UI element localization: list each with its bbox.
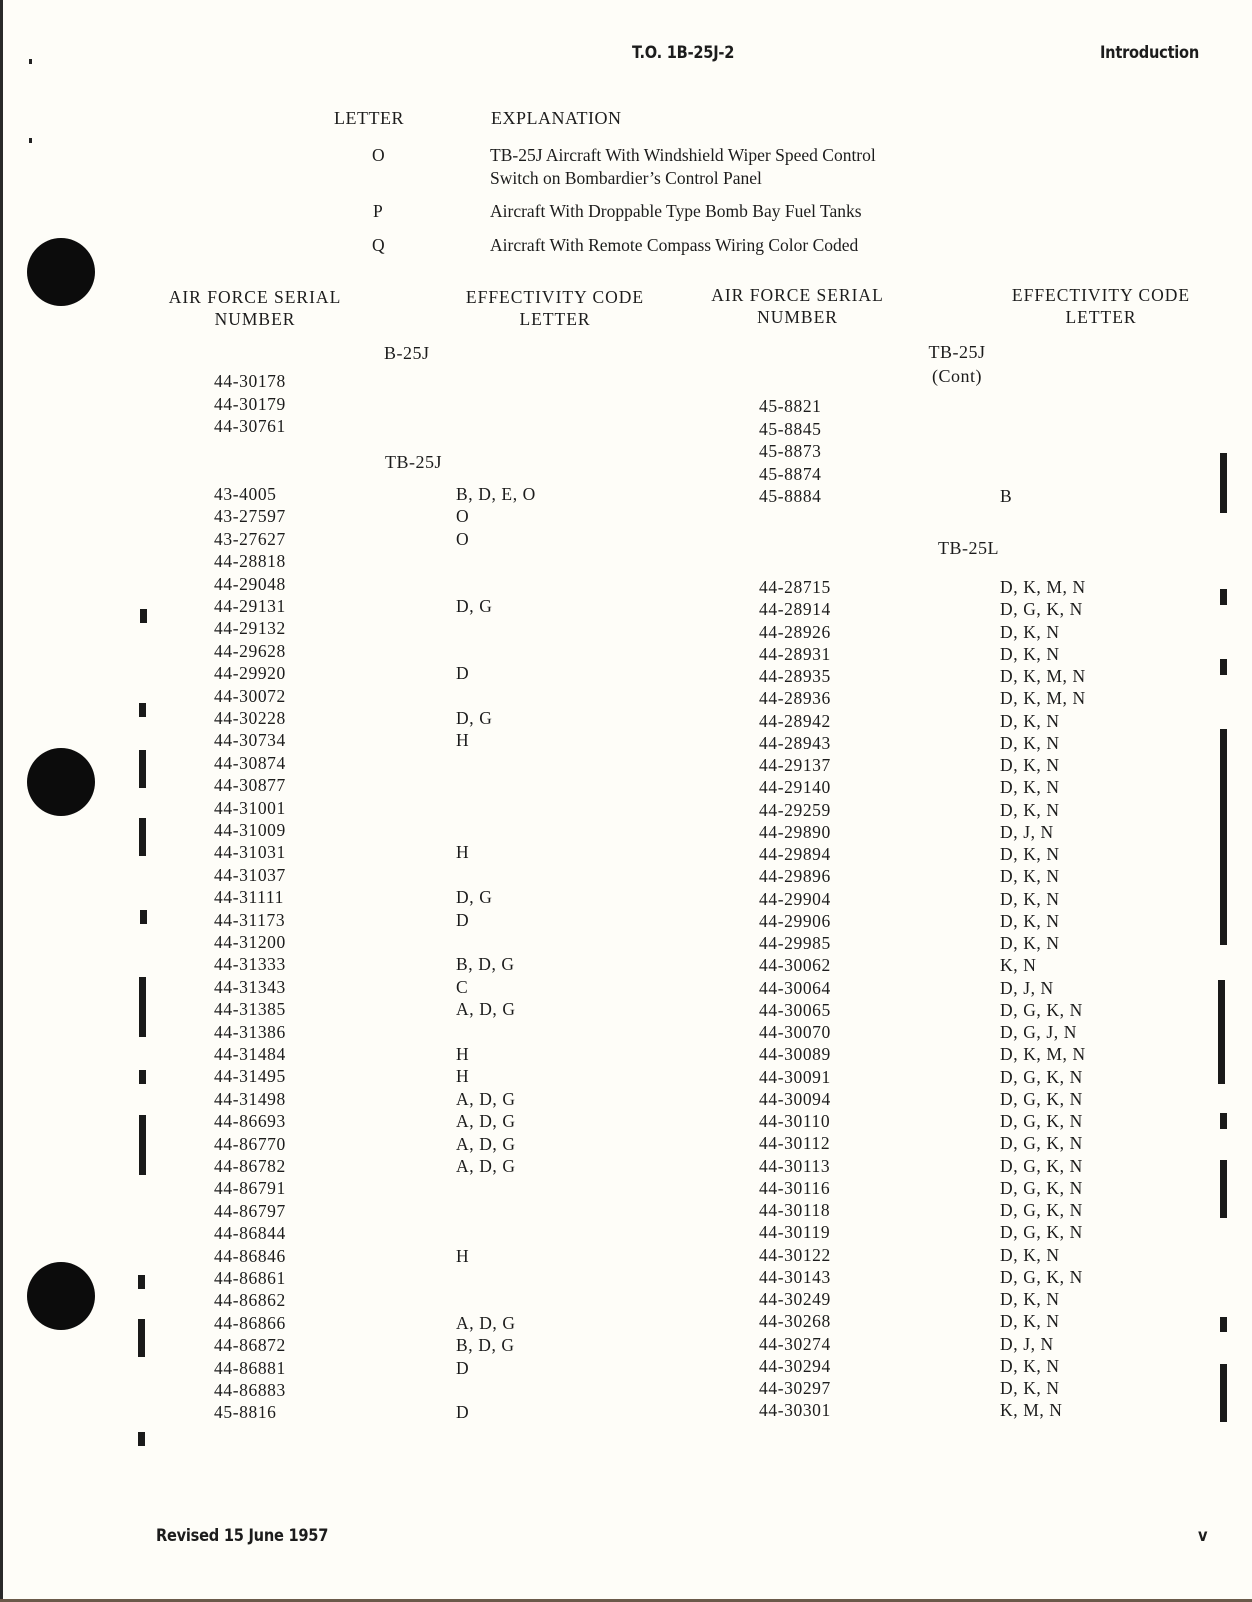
table-row xyxy=(759,977,1159,999)
serial-number: 44-29985 xyxy=(759,933,831,953)
effectivity-codes: B, D, E, O xyxy=(456,484,536,504)
effectivity-codes: D, G, K, N xyxy=(1000,1200,1083,1220)
table-row xyxy=(214,976,614,998)
change-bar xyxy=(1220,1113,1227,1129)
effectivity-codes: D xyxy=(456,909,470,930)
table-row xyxy=(214,685,614,707)
table-row xyxy=(214,1110,614,1132)
effectivity-codes: D, K, N xyxy=(1000,1311,1060,1332)
effectivity-codes: D, K, N xyxy=(1000,933,1060,953)
effectivity-codes: D, K, M, N xyxy=(1000,666,1086,686)
explanation-letter: O xyxy=(372,145,385,165)
serial-number: 44-29894 xyxy=(759,844,831,864)
table-row xyxy=(759,999,1159,1021)
serial-number: 44-30119 xyxy=(759,1222,831,1243)
effectivity-codes: D, J, N xyxy=(1000,1333,1054,1354)
table-row xyxy=(214,886,614,908)
table-row xyxy=(759,1221,1159,1243)
serial-number: 44-30178 xyxy=(214,371,286,391)
explanation-text: Aircraft With Droppable Type Bomb Bay Fuel Tanks xyxy=(490,201,862,221)
effectivity-codes: D, J, N xyxy=(1000,977,1054,998)
change-bar xyxy=(1220,1317,1227,1332)
serial-number: 44-28931 xyxy=(759,643,831,664)
change-bar xyxy=(140,910,147,924)
effectivity-codes: O xyxy=(456,506,470,527)
change-bar xyxy=(139,750,146,788)
table-row xyxy=(759,1088,1159,1110)
serial-number: 44-86862 xyxy=(214,1290,286,1311)
table-row xyxy=(759,1110,1159,1132)
header-line: NUMBER xyxy=(214,309,296,329)
page-edge xyxy=(0,0,3,1602)
serial-number: 44-86782 xyxy=(214,1156,286,1176)
serial-number: 44-30179 xyxy=(214,393,286,414)
table-row xyxy=(759,821,1159,843)
serial-number: 44-28936 xyxy=(759,688,831,709)
letter-heading: LETTER xyxy=(334,108,404,128)
serial-number: 44-30228 xyxy=(214,708,286,728)
effectivity-codes: D, K, N xyxy=(1000,1378,1060,1398)
change-bar xyxy=(1220,1364,1227,1422)
table-row xyxy=(214,1065,614,1087)
table-row xyxy=(759,1310,1159,1332)
effectivity-codes: D, K, N xyxy=(1000,1289,1060,1309)
change-bar xyxy=(139,1115,146,1175)
page-number: v xyxy=(1198,1526,1208,1546)
table-row xyxy=(214,819,614,841)
effectivity-codes: D, G, K, N xyxy=(1000,1066,1083,1087)
effectivity-codes: D, K, N xyxy=(1000,910,1060,931)
serial-number: 44-30062 xyxy=(759,955,831,976)
change-bar xyxy=(1218,980,1225,1084)
section-title: Introduction xyxy=(1100,43,1199,63)
effectivity-codes: K, N xyxy=(1000,955,1037,976)
table-row xyxy=(759,1132,1159,1154)
serial-number: 44-30065 xyxy=(759,999,831,1020)
explanation-text: TB-25J Aircraft With Windshield Wiper Speed Control xyxy=(490,145,876,165)
effectivity-codes: D, K, N xyxy=(1000,888,1060,909)
serial-number: 44-30110 xyxy=(759,1111,831,1131)
explanation-heading: EXPLANATION xyxy=(491,108,622,128)
effectivity-codes: H xyxy=(456,1066,470,1087)
effectivity-codes: D, G, K, N xyxy=(1000,1088,1083,1109)
table-row xyxy=(214,370,614,392)
header-line: EFFECTIVITY CODE xyxy=(465,287,645,307)
serial-number: 44-29906 xyxy=(759,910,831,931)
table-row xyxy=(759,1177,1159,1199)
table-row xyxy=(214,550,614,572)
table-row xyxy=(759,1266,1159,1288)
table-row xyxy=(759,463,1159,485)
change-bar xyxy=(1220,589,1227,605)
effectivity-codes: B, D, G xyxy=(456,954,515,975)
model-name: TB-25J xyxy=(928,342,986,362)
serial-number: 44-30143 xyxy=(759,1266,831,1287)
serial-number: 45-8821 xyxy=(759,396,822,416)
change-bar xyxy=(1220,729,1227,945)
explanation-letter: P xyxy=(373,201,383,221)
serial-number: 44-31009 xyxy=(214,820,286,840)
serial-number: 44-30249 xyxy=(759,1289,831,1309)
serial-number: 44-86791 xyxy=(214,1178,286,1199)
serial-number: 43-27597 xyxy=(214,506,286,527)
effectivity-codes: B, D, G xyxy=(456,1335,515,1356)
table-row xyxy=(759,440,1159,462)
table-row xyxy=(759,776,1159,798)
effectivity-codes: D, G, K, N xyxy=(1000,1177,1083,1198)
header-line: LETTER xyxy=(1065,307,1137,327)
table-row xyxy=(214,729,614,751)
serial-number: 44-29131 xyxy=(214,596,286,616)
effectivity-codes: D, K, N xyxy=(1000,621,1060,642)
serial-number: 44-30874 xyxy=(214,752,286,773)
effectivity-codes: D, K, N xyxy=(1000,755,1060,775)
right-code-header xyxy=(990,284,1212,328)
effectivity-codes: A, D, G xyxy=(456,1133,516,1154)
serial-number: 44-31343 xyxy=(214,976,286,997)
table-row xyxy=(214,1267,614,1289)
effectivity-codes: A, D, G xyxy=(456,1088,516,1109)
effectivity-codes: D, K, N xyxy=(1000,732,1060,753)
table-row xyxy=(759,485,1159,507)
table-row xyxy=(759,395,1159,417)
serial-number: 44-30089 xyxy=(759,1044,831,1065)
table-row xyxy=(759,1021,1159,1043)
effectivity-codes: H xyxy=(456,1245,470,1266)
effectivity-codes: D, K, N xyxy=(1000,710,1060,731)
effectivity-codes: D, J, N xyxy=(1000,821,1054,842)
serial-number: 44-30070 xyxy=(759,1022,831,1042)
serial-number: 44-31037 xyxy=(214,864,286,885)
table-row xyxy=(759,865,1159,887)
change-bar xyxy=(139,1070,146,1084)
explanation-text: Switch on Bombardier’s Control Panel xyxy=(490,168,762,188)
effectivity-codes: D, K, N xyxy=(1000,1244,1060,1265)
serial-number: 44-86872 xyxy=(214,1335,286,1356)
serial-number: 44-30877 xyxy=(214,775,286,796)
left-serial-header xyxy=(150,286,360,330)
serial-number: 44-28942 xyxy=(759,710,831,731)
table-row xyxy=(214,393,614,415)
effectivity-codes: D, G xyxy=(456,708,493,728)
table-row xyxy=(214,1222,614,1244)
table-row xyxy=(214,1312,614,1334)
serial-number: 44-30091 xyxy=(759,1066,831,1087)
serial-number: 44-31385 xyxy=(214,999,286,1020)
table-row xyxy=(214,662,614,684)
serial-number: 44-31031 xyxy=(214,842,286,863)
effectivity-codes: O xyxy=(456,528,470,549)
change-bar xyxy=(1220,659,1227,675)
serial-number: 44-86770 xyxy=(214,1133,286,1154)
serial-number: 44-86693 xyxy=(214,1111,286,1132)
header-line: NUMBER xyxy=(757,307,838,327)
table-row xyxy=(759,710,1159,732)
serial-number: 44-86846 xyxy=(214,1245,286,1266)
effectivity-codes: C xyxy=(456,976,469,997)
serial-number: 44-30274 xyxy=(759,1333,831,1354)
table-row xyxy=(214,1334,614,1356)
serial-number: 44-30734 xyxy=(214,730,286,751)
explanation-text: Aircraft With Remote Compass Wiring Color Coded xyxy=(490,235,859,255)
effectivity-codes: D xyxy=(456,1357,470,1378)
model-label-tb25l: TB-25L xyxy=(938,538,999,558)
effectivity-codes: D, K, M, N xyxy=(1000,688,1086,709)
table-row xyxy=(214,1200,614,1222)
serial-number: 44-86883 xyxy=(214,1380,286,1400)
serial-number: 44-31498 xyxy=(214,1088,286,1109)
model-label-b25j: B-25J xyxy=(384,343,430,363)
effectivity-codes: D, G, K, N xyxy=(1000,1133,1083,1154)
table-row xyxy=(214,841,614,863)
model-label-tb25j-cont xyxy=(898,340,1016,388)
table-row xyxy=(759,932,1159,954)
table-row xyxy=(214,1401,614,1423)
serial-number: 44-30094 xyxy=(759,1088,831,1109)
table-row xyxy=(214,774,614,796)
serial-number: 44-86861 xyxy=(214,1268,286,1288)
serial-number: 44-86844 xyxy=(214,1223,286,1244)
serial-number: 44-29628 xyxy=(214,640,286,661)
change-bar xyxy=(139,818,146,856)
serial-number: 44-86881 xyxy=(214,1357,286,1378)
effectivity-codes: D, K, M, N xyxy=(1000,577,1086,597)
serial-number: 44-28818 xyxy=(214,551,286,572)
table-row xyxy=(214,1155,614,1177)
table-row xyxy=(214,505,614,527)
serial-number: 44-30268 xyxy=(759,1311,831,1332)
change-bar xyxy=(139,703,146,717)
table-row xyxy=(214,528,614,550)
table-row xyxy=(214,1177,614,1199)
serial-number: 45-8873 xyxy=(759,441,822,462)
table-row xyxy=(214,595,614,617)
serial-number: 44-30064 xyxy=(759,977,831,998)
table-row xyxy=(759,1333,1159,1355)
serial-number: 44-31173 xyxy=(214,909,286,930)
table-row xyxy=(759,598,1159,620)
table-row xyxy=(214,953,614,975)
change-bar xyxy=(1220,453,1227,513)
serial-number: 44-31200 xyxy=(214,932,286,952)
table-row xyxy=(759,1244,1159,1266)
effectivity-codes: A, D, G xyxy=(456,1312,516,1333)
serial-number: 44-30113 xyxy=(759,1155,831,1176)
model-note: (Cont) xyxy=(932,366,982,386)
table-row xyxy=(759,418,1159,440)
serial-number: 45-8874 xyxy=(759,463,822,484)
table-row xyxy=(214,1133,614,1155)
table-row xyxy=(214,617,614,639)
table-row xyxy=(214,707,614,729)
revision-date: Revised 15 June 1957 xyxy=(156,1526,329,1546)
serial-number: 44-86797 xyxy=(214,1200,286,1221)
model-label-tb25j: TB-25J xyxy=(385,452,442,472)
effectivity-codes: D, K, M, N xyxy=(1000,1044,1086,1065)
table-row xyxy=(214,909,614,931)
change-bar xyxy=(138,1432,145,1446)
effectivity-codes: H xyxy=(456,1044,470,1064)
serial-number: 44-30112 xyxy=(759,1133,831,1154)
table-row xyxy=(759,754,1159,776)
table-row xyxy=(214,1379,614,1401)
serial-number: 45-8816 xyxy=(214,1402,277,1423)
effectivity-codes: D, K, N xyxy=(1000,643,1060,664)
effectivity-codes: K, M, N xyxy=(1000,1400,1063,1421)
serial-number: 44-31386 xyxy=(214,1021,286,1042)
serial-number: 43-27627 xyxy=(214,528,286,549)
change-bar xyxy=(138,1319,145,1357)
table-row xyxy=(759,954,1159,976)
table-row xyxy=(214,415,614,437)
serial-number: 44-31495 xyxy=(214,1066,286,1087)
table-row xyxy=(759,1043,1159,1065)
change-bar xyxy=(139,977,146,1037)
table-row xyxy=(214,640,614,662)
serial-number: 44-29896 xyxy=(759,866,831,887)
table-row xyxy=(759,1155,1159,1177)
serial-number: 44-30761 xyxy=(214,416,286,436)
effectivity-codes: D, G, K, N xyxy=(1000,999,1083,1020)
table-row xyxy=(759,888,1159,910)
table-row xyxy=(214,1357,614,1379)
serial-number: 44-30297 xyxy=(759,1378,831,1398)
effectivity-codes: D, K, N xyxy=(1000,1355,1060,1376)
table-row xyxy=(759,621,1159,643)
left-code-header xyxy=(445,286,665,330)
serial-number: 44-31484 xyxy=(214,1044,286,1064)
change-bar xyxy=(138,1275,145,1289)
table-row xyxy=(214,1245,614,1267)
table-row xyxy=(759,732,1159,754)
serial-number: 44-30118 xyxy=(759,1200,831,1220)
serial-number: 44-30116 xyxy=(759,1177,831,1198)
effectivity-codes: D xyxy=(456,1402,470,1423)
change-bar xyxy=(140,609,147,623)
table-row xyxy=(214,931,614,953)
header-line: AIR FORCE SERIAL xyxy=(711,285,884,305)
effectivity-codes: D, G, K, N xyxy=(1000,1266,1083,1287)
effectivity-codes: A, D, G xyxy=(456,1156,516,1176)
table-row xyxy=(214,752,614,774)
table-row xyxy=(214,483,614,505)
effectivity-codes: H xyxy=(456,730,470,751)
table-row xyxy=(759,1066,1159,1088)
right-serial-header xyxy=(690,284,905,328)
serial-number: 44-29904 xyxy=(759,888,831,909)
effectivity-codes: D, K, N xyxy=(1000,799,1060,820)
table-row xyxy=(214,1289,614,1311)
table-row xyxy=(214,1043,614,1065)
margin-mark xyxy=(29,138,32,143)
effectivity-codes: D, G, K, N xyxy=(1000,1111,1083,1131)
table-row xyxy=(214,797,614,819)
table-row xyxy=(214,864,614,886)
serial-number: 44-30122 xyxy=(759,1244,831,1265)
effectivity-codes: D, G, K, N xyxy=(1000,1222,1083,1243)
table-row xyxy=(759,1377,1159,1399)
document-number: T.O. 1B-25J-2 xyxy=(632,43,735,63)
table-row xyxy=(759,1199,1159,1221)
header-line: LETTER xyxy=(519,309,591,329)
header-line: AIR FORCE SERIAL xyxy=(168,287,342,307)
header-line: EFFECTIVITY CODE xyxy=(1011,285,1191,305)
table-row xyxy=(759,687,1159,709)
serial-number: 44-30072 xyxy=(214,685,286,706)
margin-mark xyxy=(29,59,32,64)
table-row xyxy=(759,1399,1159,1421)
table-row xyxy=(759,576,1159,598)
effectivity-codes: D, G xyxy=(456,887,493,908)
serial-number: 44-28926 xyxy=(759,621,831,642)
serial-number: 44-31333 xyxy=(214,954,286,975)
serial-number: 44-29259 xyxy=(759,799,831,820)
change-bar xyxy=(1220,1160,1227,1218)
serial-number: 44-29048 xyxy=(214,573,286,594)
effectivity-codes: D, G, K, N xyxy=(1000,599,1083,620)
serial-number: 44-30301 xyxy=(759,1400,831,1421)
serial-number: 44-29140 xyxy=(759,777,831,798)
effectivity-codes: A, D, G xyxy=(456,1111,516,1132)
effectivity-codes: D, K, N xyxy=(1000,844,1060,864)
effectivity-codes: H xyxy=(456,842,470,863)
effectivity-codes: D, K, N xyxy=(1000,866,1060,887)
serial-number: 44-28715 xyxy=(759,577,831,597)
serial-number: 45-8845 xyxy=(759,418,822,439)
serial-number: 44-31001 xyxy=(214,797,286,818)
serial-number: 44-31111 xyxy=(214,887,284,908)
effectivity-codes: D, G xyxy=(456,596,493,616)
serial-number: 44-30294 xyxy=(759,1355,831,1376)
serial-number: 44-28943 xyxy=(759,732,831,753)
effectivity-codes: A, D, G xyxy=(456,999,516,1020)
effectivity-codes: D, K, N xyxy=(1000,777,1060,798)
table-row xyxy=(214,1021,614,1043)
table-row xyxy=(759,843,1159,865)
effectivity-codes: D, G, K, N xyxy=(1000,1155,1083,1176)
table-row xyxy=(759,1355,1159,1377)
effectivity-codes: D, G, J, N xyxy=(1000,1022,1077,1042)
table-row xyxy=(759,665,1159,687)
serial-number: 44-28935 xyxy=(759,666,831,686)
table-row xyxy=(759,1288,1159,1310)
table-row xyxy=(214,1088,614,1110)
effectivity-codes: B xyxy=(1000,486,1013,507)
serial-number: 44-29890 xyxy=(759,821,831,842)
binder-hole xyxy=(27,1262,95,1330)
table-row xyxy=(759,643,1159,665)
serial-number: 43-4005 xyxy=(214,484,277,504)
table-row xyxy=(759,910,1159,932)
table-row xyxy=(214,998,614,1020)
serial-number: 44-29137 xyxy=(759,755,831,775)
serial-number: 45-8884 xyxy=(759,486,822,507)
effectivity-codes: D xyxy=(456,663,470,684)
binder-hole xyxy=(27,748,95,816)
serial-number: 44-28914 xyxy=(759,599,831,620)
table-row xyxy=(214,573,614,595)
explanation-letter: Q xyxy=(372,235,385,255)
serial-number: 44-29132 xyxy=(214,618,286,639)
table-row xyxy=(759,799,1159,821)
serial-number: 44-29920 xyxy=(214,663,286,684)
binder-hole xyxy=(27,238,95,306)
serial-number: 44-86866 xyxy=(214,1312,286,1333)
